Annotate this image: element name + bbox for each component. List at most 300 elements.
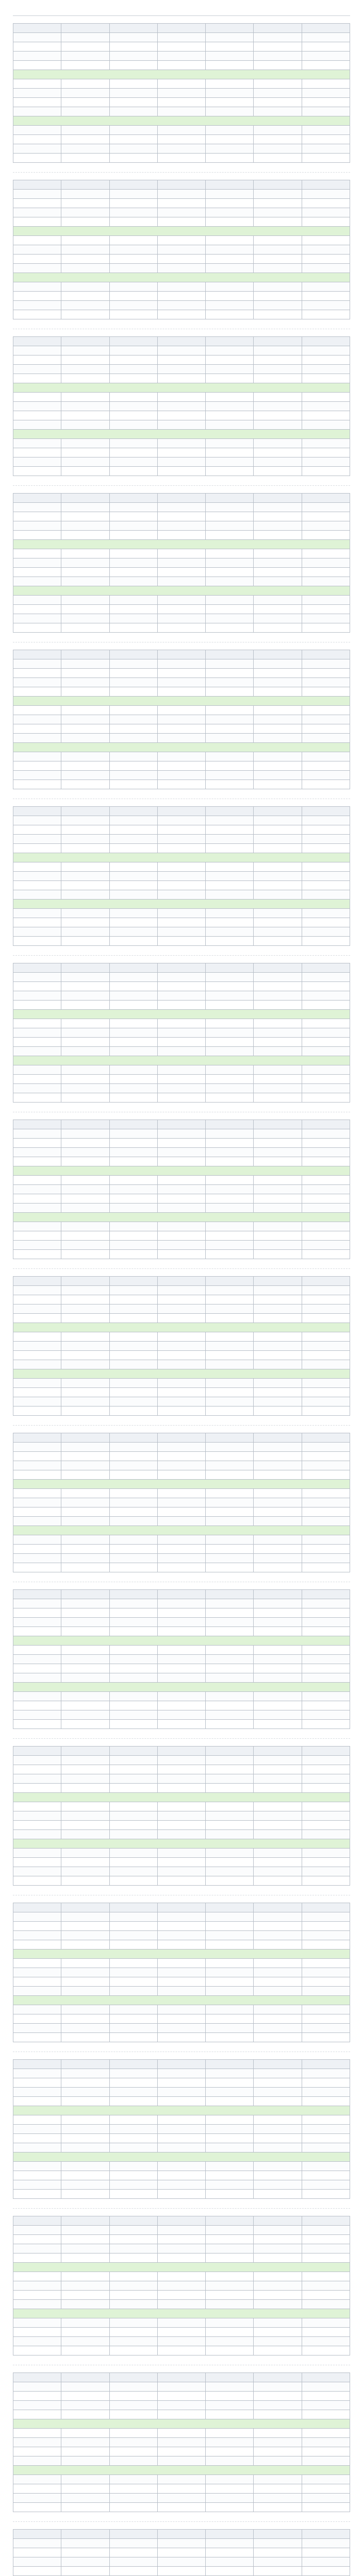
table-cell (206, 2033, 254, 2042)
table-cell (206, 2410, 254, 2419)
table-cell (13, 844, 61, 853)
table-row (13, 2024, 350, 2033)
table-cell (157, 448, 205, 457)
table-cell (13, 937, 61, 946)
table-cell (254, 531, 302, 540)
table-cell (61, 1388, 109, 1397)
table-row (13, 1295, 350, 1304)
table-cell (61, 2456, 109, 2466)
table-cell (254, 1204, 302, 1213)
table-cell (254, 872, 302, 881)
separator-cell (13, 1056, 350, 1065)
table-cell (13, 2567, 61, 2576)
table-cell (61, 1452, 109, 1461)
table-cell (302, 355, 350, 365)
column-header-cell (254, 1433, 302, 1443)
table-cell (109, 2125, 157, 2134)
column-header-cell (302, 650, 350, 659)
table-cell (206, 1599, 254, 1608)
table-cell (13, 1517, 61, 1526)
table-cell (302, 79, 350, 89)
table-cell (61, 1849, 109, 1858)
table-cell (13, 126, 61, 135)
table-cell (254, 301, 302, 310)
table-cell (61, 937, 109, 946)
table-cell (109, 1774, 157, 1784)
table-cell (13, 1507, 61, 1517)
table-cell (157, 1038, 205, 1047)
table-cell (254, 1931, 302, 1940)
table-row (13, 678, 350, 687)
table-cell (109, 208, 157, 217)
table-cell (61, 835, 109, 844)
table-cell (157, 1821, 205, 1830)
table-cell (302, 1157, 350, 1166)
table-cell (254, 208, 302, 217)
table-cell (254, 2281, 302, 2291)
table-cell (302, 780, 350, 789)
table-cell (109, 872, 157, 881)
table-cell (206, 568, 254, 577)
table-cell (206, 1618, 254, 1627)
table-cell (13, 1470, 61, 1480)
separator-cell (13, 540, 350, 549)
table-cell (13, 1756, 61, 1765)
table-cell (254, 1720, 302, 1729)
table-cell (13, 623, 61, 633)
table-row (13, 107, 350, 116)
table-cell (61, 1461, 109, 1470)
table-row (13, 558, 350, 568)
separator-row (13, 853, 350, 862)
table-cell (109, 1038, 157, 1047)
table-cell (302, 2078, 350, 2088)
table-cell (157, 107, 205, 116)
table-cell (157, 761, 205, 771)
separator-row (13, 227, 350, 236)
column-header-cell (13, 650, 61, 659)
table-cell (157, 1655, 205, 1664)
table-cell (157, 236, 205, 245)
table-cell (61, 1351, 109, 1360)
table-cell (254, 1849, 302, 1858)
table-cell (206, 208, 254, 217)
table-cell (254, 1811, 302, 1821)
table-cell (157, 33, 205, 42)
column-header-cell (254, 1747, 302, 1756)
table-cell (302, 1204, 350, 1213)
table-cell (302, 2429, 350, 2438)
table-cell (109, 2171, 157, 2180)
table-cell (61, 1489, 109, 1498)
table-cell (254, 1517, 302, 1526)
table-cell (206, 531, 254, 540)
table-cell (157, 1489, 205, 1498)
table-cell (206, 1821, 254, 1830)
table-cell (206, 1470, 254, 1480)
column-header-cell (61, 650, 109, 659)
table-cell (13, 1176, 61, 1185)
table-row (13, 1129, 350, 1139)
table-row (13, 973, 350, 982)
table-cell (157, 467, 205, 476)
table-cell (109, 1185, 157, 1194)
table-row (13, 1849, 350, 1858)
table-cell (302, 1876, 350, 1886)
column-header-cell (157, 963, 205, 973)
table-cell (254, 862, 302, 872)
table-cell (61, 2134, 109, 2143)
table-row (13, 982, 350, 991)
table-cell (109, 2392, 157, 2401)
table-cell (254, 2078, 302, 2088)
table-cell (109, 402, 157, 411)
table-cell (302, 2253, 350, 2263)
table-cell (157, 614, 205, 623)
week-note (13, 946, 350, 956)
table-cell (13, 659, 61, 669)
table-cell (109, 2134, 157, 2143)
table-cell (254, 1774, 302, 1784)
table-cell (157, 264, 205, 273)
table-cell (13, 2143, 61, 2153)
table-row (13, 2134, 350, 2143)
table-row (13, 1204, 350, 1213)
table-cell (13, 1351, 61, 1360)
table-row (13, 310, 350, 319)
table-cell (206, 1517, 254, 1526)
table-cell (13, 1075, 61, 1084)
table-cell (157, 1940, 205, 1950)
table-cell (61, 1470, 109, 1480)
table-cell (302, 973, 350, 982)
table-row (13, 2014, 350, 2024)
table-cell (206, 1701, 254, 1710)
table-cell (61, 596, 109, 605)
table-cell (157, 1461, 205, 1470)
table-cell (157, 706, 205, 715)
table-cell (254, 1765, 302, 1774)
table-cell (61, 310, 109, 319)
table-cell (109, 918, 157, 927)
table-cell (61, 2291, 109, 2300)
table-row (13, 1867, 350, 1876)
table-cell (109, 1019, 157, 1028)
table-cell (254, 1019, 302, 1028)
table-cell (302, 605, 350, 614)
table-cell (157, 1765, 205, 1774)
table-cell (109, 135, 157, 144)
table-cell (13, 1093, 61, 1103)
table-cell (254, 355, 302, 365)
table-cell (13, 2171, 61, 2180)
table-cell (254, 144, 302, 154)
table-cell (13, 1977, 61, 1987)
table-cell (61, 1129, 109, 1139)
table-cell (109, 2235, 157, 2244)
table-cell (254, 1388, 302, 1397)
column-header-cell (157, 807, 205, 816)
table-cell (206, 549, 254, 558)
table-cell (109, 2382, 157, 2392)
table-cell (157, 2456, 205, 2466)
table-cell (254, 816, 302, 825)
table-cell (157, 2337, 205, 2346)
column-header-cell (254, 1277, 302, 1286)
table-cell (61, 255, 109, 264)
table-cell (13, 2272, 61, 2281)
table-cell (254, 1867, 302, 1876)
table-cell (206, 1867, 254, 1876)
separator-row (13, 2153, 350, 2162)
column-header-cell (254, 180, 302, 190)
table-cell (254, 761, 302, 771)
table-cell (254, 2557, 302, 2567)
table-cell (157, 439, 205, 448)
column-header-cell (109, 494, 157, 503)
table-row (13, 1720, 350, 1729)
table-row (13, 724, 350, 734)
table-cell (254, 973, 302, 982)
table-row (13, 2088, 350, 2097)
table-cell (61, 154, 109, 163)
week-note (13, 1416, 350, 1426)
table-cell (254, 217, 302, 227)
table-cell (302, 2171, 350, 2180)
separator-row (13, 273, 350, 282)
table-cell (61, 1912, 109, 1922)
table-row (13, 2097, 350, 2106)
table-cell (206, 61, 254, 70)
column-header-cell (157, 1120, 205, 1129)
table-cell (206, 126, 254, 135)
table-cell (206, 890, 254, 900)
column-header-cell (302, 1590, 350, 1599)
table-cell (157, 2447, 205, 2456)
table-cell (157, 623, 205, 633)
table-cell (109, 1231, 157, 1241)
table-cell (109, 1830, 157, 1839)
table-cell (157, 2410, 205, 2419)
table-cell (254, 1241, 302, 1250)
table-cell (206, 844, 254, 853)
table-cell (109, 1406, 157, 1416)
table-cell (61, 991, 109, 1001)
table-cell (206, 623, 254, 633)
table-cell (157, 1148, 205, 1157)
table-row (13, 862, 350, 872)
separator-cell (13, 2419, 350, 2429)
table-cell (302, 2567, 350, 2576)
table-cell (157, 1351, 205, 1360)
week-block (13, 2216, 350, 2365)
table-cell (157, 1701, 205, 1710)
table-cell (61, 2300, 109, 2309)
table-cell (157, 1314, 205, 1323)
separator-row (13, 1996, 350, 2005)
column-header-cell (302, 494, 350, 503)
table-cell (109, 2557, 157, 2567)
table-cell (13, 2401, 61, 2410)
table-cell (254, 2337, 302, 2346)
table-cell (13, 135, 61, 144)
table-cell (157, 1222, 205, 1231)
table-cell (254, 1075, 302, 1084)
table-cell (109, 1987, 157, 1996)
table-header-row (13, 1747, 350, 1756)
table-row (13, 1222, 350, 1231)
table-cell (13, 2328, 61, 2337)
table-cell (254, 199, 302, 208)
table-cell (109, 2318, 157, 2328)
table-cell (254, 1148, 302, 1157)
week-table (13, 1120, 350, 1259)
table-cell (61, 282, 109, 292)
table-cell (302, 1830, 350, 1839)
table-cell (13, 1250, 61, 1259)
table-cell (206, 825, 254, 835)
table-cell (302, 2180, 350, 2190)
table-cell (109, 1849, 157, 1858)
table-row (13, 2548, 350, 2557)
table-cell (206, 605, 254, 614)
column-header-cell (157, 24, 205, 33)
table-cell (302, 52, 350, 61)
table-cell (206, 1406, 254, 1416)
table-cell (254, 825, 302, 835)
table-cell (13, 374, 61, 383)
table-cell (157, 558, 205, 568)
table-cell (254, 1489, 302, 1498)
table-cell (61, 1720, 109, 1729)
table-row (13, 2567, 350, 2576)
table-cell (13, 2005, 61, 2014)
table-cell (109, 79, 157, 89)
table-row (13, 872, 350, 881)
column-header-cell (109, 1747, 157, 1756)
week-note (13, 1886, 350, 1895)
column-header-cell (61, 963, 109, 973)
table-cell (13, 1599, 61, 1608)
table-cell (13, 420, 61, 430)
column-header-cell (206, 1120, 254, 1129)
table-cell (302, 2328, 350, 2337)
week-table (13, 2216, 350, 2355)
table-cell (157, 1867, 205, 1876)
table-cell (61, 1756, 109, 1765)
table-cell (13, 1038, 61, 1047)
column-header-cell (206, 24, 254, 33)
table-cell (61, 1314, 109, 1323)
table-cell (61, 2253, 109, 2263)
table-cell (157, 1618, 205, 1627)
table-cell (61, 558, 109, 568)
table-cell (206, 1351, 254, 1360)
table-cell (13, 2557, 61, 2567)
table-row (13, 521, 350, 531)
table-row (13, 1332, 350, 1342)
table-cell (254, 577, 302, 586)
table-cell (254, 374, 302, 383)
table-cell (206, 1129, 254, 1139)
table-header-row (13, 494, 350, 503)
table-cell (157, 245, 205, 255)
table-cell (109, 991, 157, 1001)
table-cell (109, 1922, 157, 1931)
table-cell (61, 374, 109, 383)
table-cell (61, 144, 109, 154)
table-cell (254, 2134, 302, 2143)
table-cell (13, 1388, 61, 1397)
table-cell (254, 623, 302, 633)
table-cell (302, 761, 350, 771)
table-cell (302, 1646, 350, 1655)
table-cell (157, 862, 205, 872)
column-header-cell (254, 963, 302, 973)
table-header-row (13, 2373, 350, 2382)
table-row (13, 1858, 350, 1867)
table-cell (61, 208, 109, 217)
table-row (13, 771, 350, 780)
table-cell (61, 2226, 109, 2235)
table-row (13, 1922, 350, 1931)
table-cell (206, 1977, 254, 1987)
table-cell (254, 2503, 302, 2512)
table-cell (157, 521, 205, 531)
table-cell (302, 144, 350, 154)
table-cell (109, 2244, 157, 2253)
table-cell (157, 780, 205, 789)
table-cell (13, 973, 61, 982)
column-header-cell (254, 2216, 302, 2226)
table-cell (302, 245, 350, 255)
table-cell (302, 503, 350, 512)
table-cell (109, 2328, 157, 2337)
week-block (13, 963, 350, 1112)
table-row (13, 2484, 350, 2494)
table-cell (61, 2235, 109, 2244)
table-cell (206, 2429, 254, 2438)
table-cell (109, 2401, 157, 2410)
table-cell (157, 1286, 205, 1295)
table-cell (61, 402, 109, 411)
separator-cell (13, 1166, 350, 1176)
table-cell (254, 1922, 302, 1931)
table-cell (13, 1406, 61, 1416)
table-cell (302, 1608, 350, 1618)
table-cell (302, 558, 350, 568)
table-cell (254, 881, 302, 890)
table-cell (206, 1849, 254, 1858)
table-cell (302, 2503, 350, 2512)
table-cell (109, 2475, 157, 2484)
table-cell (157, 596, 205, 605)
table-cell (254, 1129, 302, 1139)
column-header-cell (206, 1590, 254, 1599)
table-cell (157, 2134, 205, 2143)
table-row (13, 1692, 350, 1701)
table-cell (61, 1001, 109, 1010)
table-cell (61, 1701, 109, 1710)
table-cell (13, 1342, 61, 1351)
table-cell (109, 1710, 157, 1720)
table-cell (302, 2134, 350, 2143)
table-cell (157, 1563, 205, 1572)
table-cell (157, 2438, 205, 2447)
table-cell (254, 1912, 302, 1922)
table-cell (254, 52, 302, 61)
table-cell (61, 2318, 109, 2328)
